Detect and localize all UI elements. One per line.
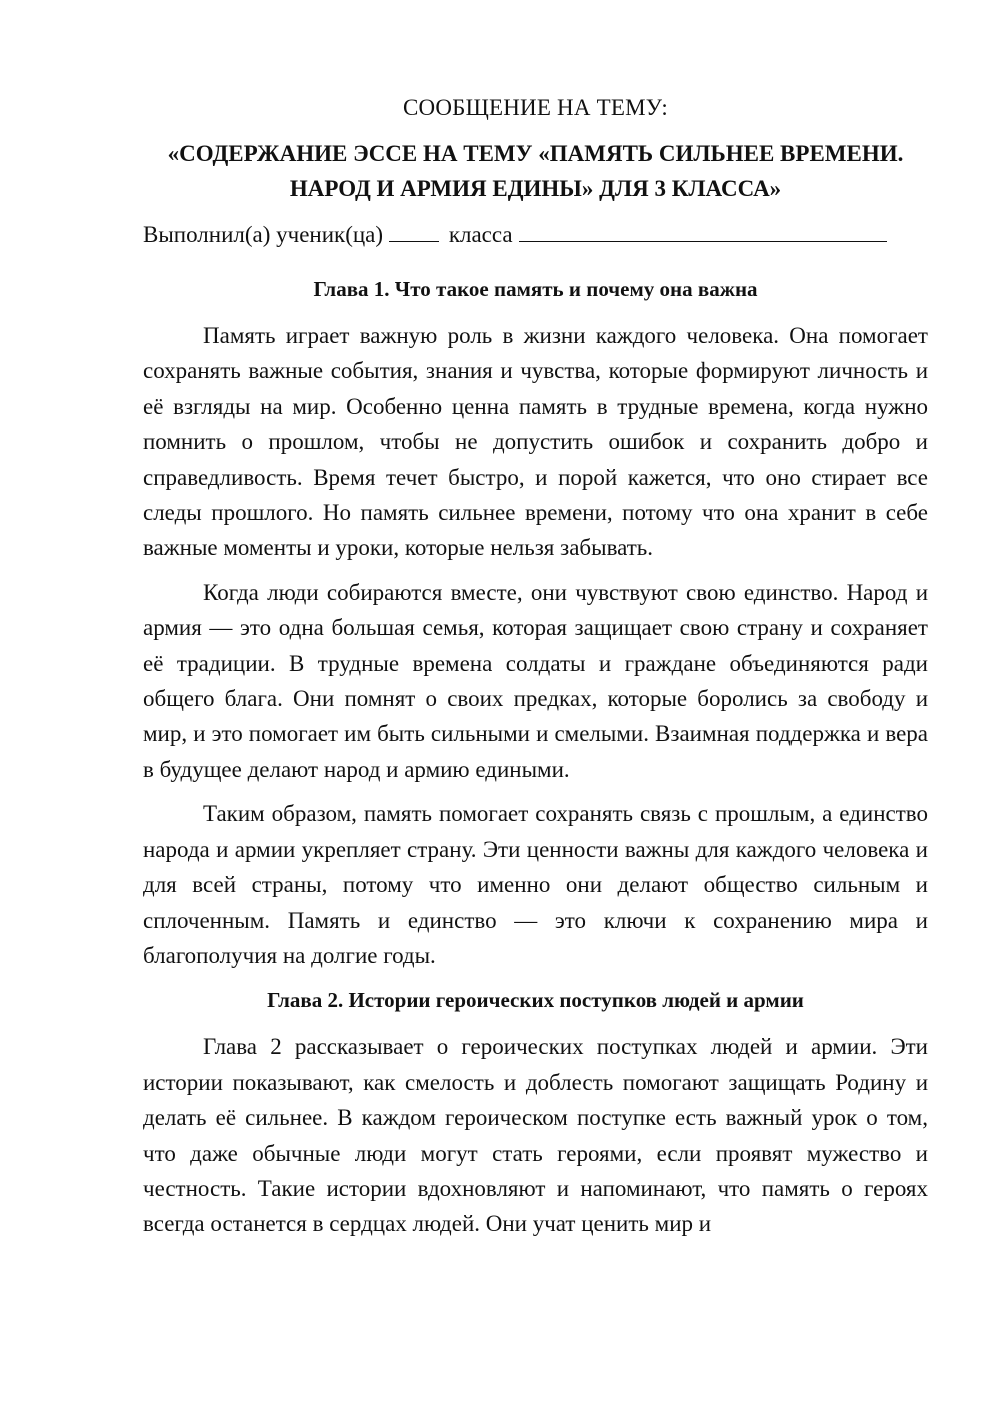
paragraph: Память играет важную роль в жизни каждого человека. Она помогает сохранять важные события, знания и чувства, которые формируют личность и её взгляды на мир. Особенно ценна память в трудные времена, когда нужно помнить о прошлом, чтобы не допустить ошибок и сохранить добро и справедливость. Время течет быстро, и порой кажется, что оно стирает все следы прошлого. Но память сильнее времени, потому что она хранит в себе важные моменты и уроки, которые нельзя забывать. <box>143 323 928 561</box>
paragraph: Таким образом, память помогает сохранять связь с прошлым, а единство народа и армии укрепляет страну. Эти ценности важны для каждого человека и для всей страны, потому что именно они делают общество сильным и сплоченным. Память и единство — это ключи к сохранению мира и благополучия на долгие годы. <box>143 801 928 968</box>
paragraph: Когда люди собираются вместе, они чувствуют свою единство. Народ и армия — это одна большая семья, которая защищает свою страну и сохраняет её традиции. В трудные времена солдаты и граждане объединяются ради общего блага. Они помнят о своих предках, которые боролись за свободу и мир, и это помогает им быть сильными и смелыми. Взаимная поддержка и вера в будущее делают народ и армию едиными. <box>143 579 928 782</box>
document-page <box>143 92 928 1251</box>
document-title-line: НАРОД И АРМИЯ ЕДИНЫ» ДЛЯ 3 КЛАССА» <box>289 176 782 201</box>
class-blank <box>389 219 439 242</box>
author-line <box>143 218 928 252</box>
chapter-2-heading: Глава 2. Истории героических поступков людей и армии <box>267 988 804 1013</box>
document-title <box>143 136 928 206</box>
author-middle: класса <box>448 222 513 247</box>
document-label: СООБЩЕНИЕ НА ТЕМУ: <box>403 95 668 120</box>
document-title-line: «СОДЕРЖАНИЕ ЭССЕ НА ТЕМУ «ПАМЯТЬ СИЛЬНЕЕ ВРЕМЕНИ. <box>167 141 904 166</box>
name-blank <box>519 219 887 242</box>
paragraph: Глава 2 рассказывает о героических поступках людей и армии. Эти истории показывают, как смелость и доблесть помогают защищать Родину и делать её сильнее. В каждом героическом поступке есть важный урок о том, что даже обычные люди могут стать героями, если проявят мужество и честность. Такие истории вдохновляют и напоминают, что память о героях всегда останется в сердцах людей. Они учат ценить мир и <box>143 1034 928 1237</box>
chapter-1-heading: Глава 1. Что такое память и почему она важна <box>313 277 758 301</box>
author-prefix: Выполнил(а) ученик(ца) <box>143 222 384 247</box>
